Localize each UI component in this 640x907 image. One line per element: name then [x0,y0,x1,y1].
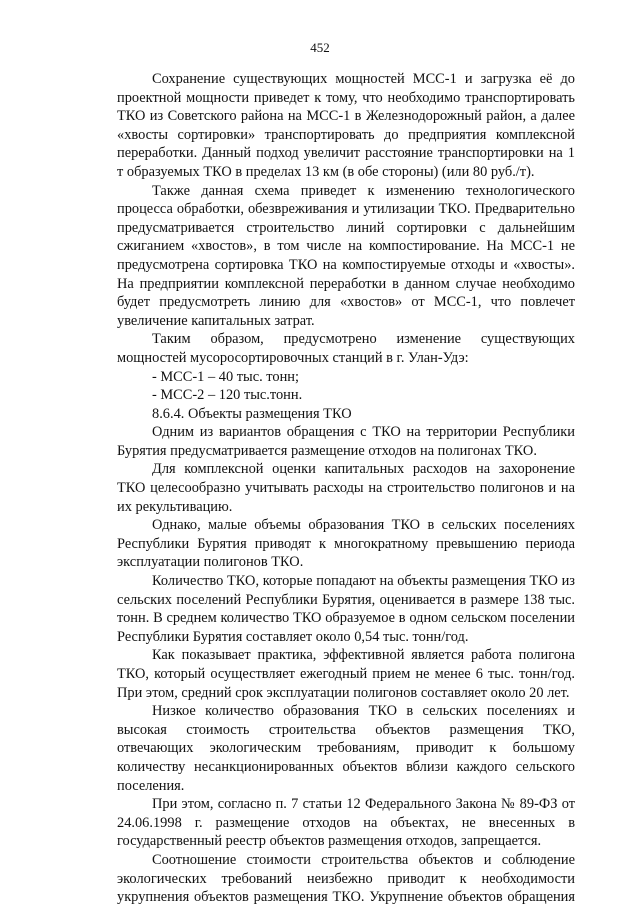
paragraph: Однако, малые объемы образования ТКО в сельских поселениях Республики Бурятия приводят к многократному превышению периода эксплуатации полигонов ТКО. [117,517,575,571]
paragraph: Количество ТКО, которые попадают на объекты размещения ТКО из сельских поселений Республики Бурятия, оценивается в размере 138 тыс. тонн. В среднем количество ТКО образуемое в одном сельском поселении Республики Бурятия составляет около 0,54 тыс. тонн/год. [117,573,575,645]
section-heading: 8.6.4. Объекты размещения ТКО [152,405,352,422]
paragraph: Одним из вариантов обращения с ТКО на территории Республики Бурятия предусматривается размещение отходов на полигонах ТКО. [117,424,575,459]
paragraph: Как показывает практика, эффективной является работа полигона ТКО, который осуществляет ежегодный прием не менее 6 тыс. тонн/год. При этом, средний срок эксплуатации полигонов составляет около 20 лет. [117,647,575,701]
paragraph: Таким образом, предусмотрено изменение существующих мощностей мусоросортировочных станций в г. Улан-Удэ: [117,331,575,366]
paragraph: Для комплексной оценки капитальных расходов на захоронение ТКО целесообразно учитывать расходы на строительство полигонов и на их рекультивацию. [117,461,575,515]
paragraph: При этом, согласно п. 7 статьи 12 Федерального Закона № 89-ФЗ от 24.06.1998 г. размещение отходов на объектах, не внесенных в государственный реестр объектов размещения отходов, запрещается. [117,796,575,850]
paragraph: Также данная схема приведет к изменению технологического процесса обработки, обезвреживания и утилизации ТКО. Предварительно предусматривается строительство линий сортировки с дальнейшим сжиганием «хвостов», в том числе на компостирование. На МСС-1 не предусмотрена сортировка ТКО на компостируемые отходы и «хвосты». На предприятии комплексной переработки в данном случае необходимо будет предусмотреть линию для «хвостов» от МСС-1, что повлечет увеличение капитальных затрат. [117,182,575,329]
document-body [117,70,575,907]
list-item: - МСС-1 – 40 тыс. тонн; [152,368,299,385]
list-item: - МСС-2 – 120 тыс.тонн. [152,387,303,404]
paragraph: Сохранение существующих мощностей МСС-1 и загрузка её до проектной мощности приведет к тому, что необходимо транспортировать ТКО из Советского района на МСС-1 в Железнодорожный район, а далее «хвосты сортировки» транспортировать до предприятия комплексной переработки. Данный подход увеличит расстояние транспортировки на 1 т образуемых ТКО в пределах 13 км (в обе стороны) (или 80 руб./т). [117,71,575,180]
paragraph: Соотношение стоимости строительства объектов и соблюдение экологических требований неизбежно приводит к необходимости укрупнения объектов размещения ТКО. Укрупнение объектов обращения [117,851,575,906]
page-number: 452 [310,40,330,55]
paragraph: Низкое количество образования ТКО в сельских поселениях и высокая стоимость строительства объектов размещения ТКО, отвечающих экологическим требованиям, приводит к большому количеству несанкционированных объектов вблизи каждого сельского поселения. [117,703,575,794]
